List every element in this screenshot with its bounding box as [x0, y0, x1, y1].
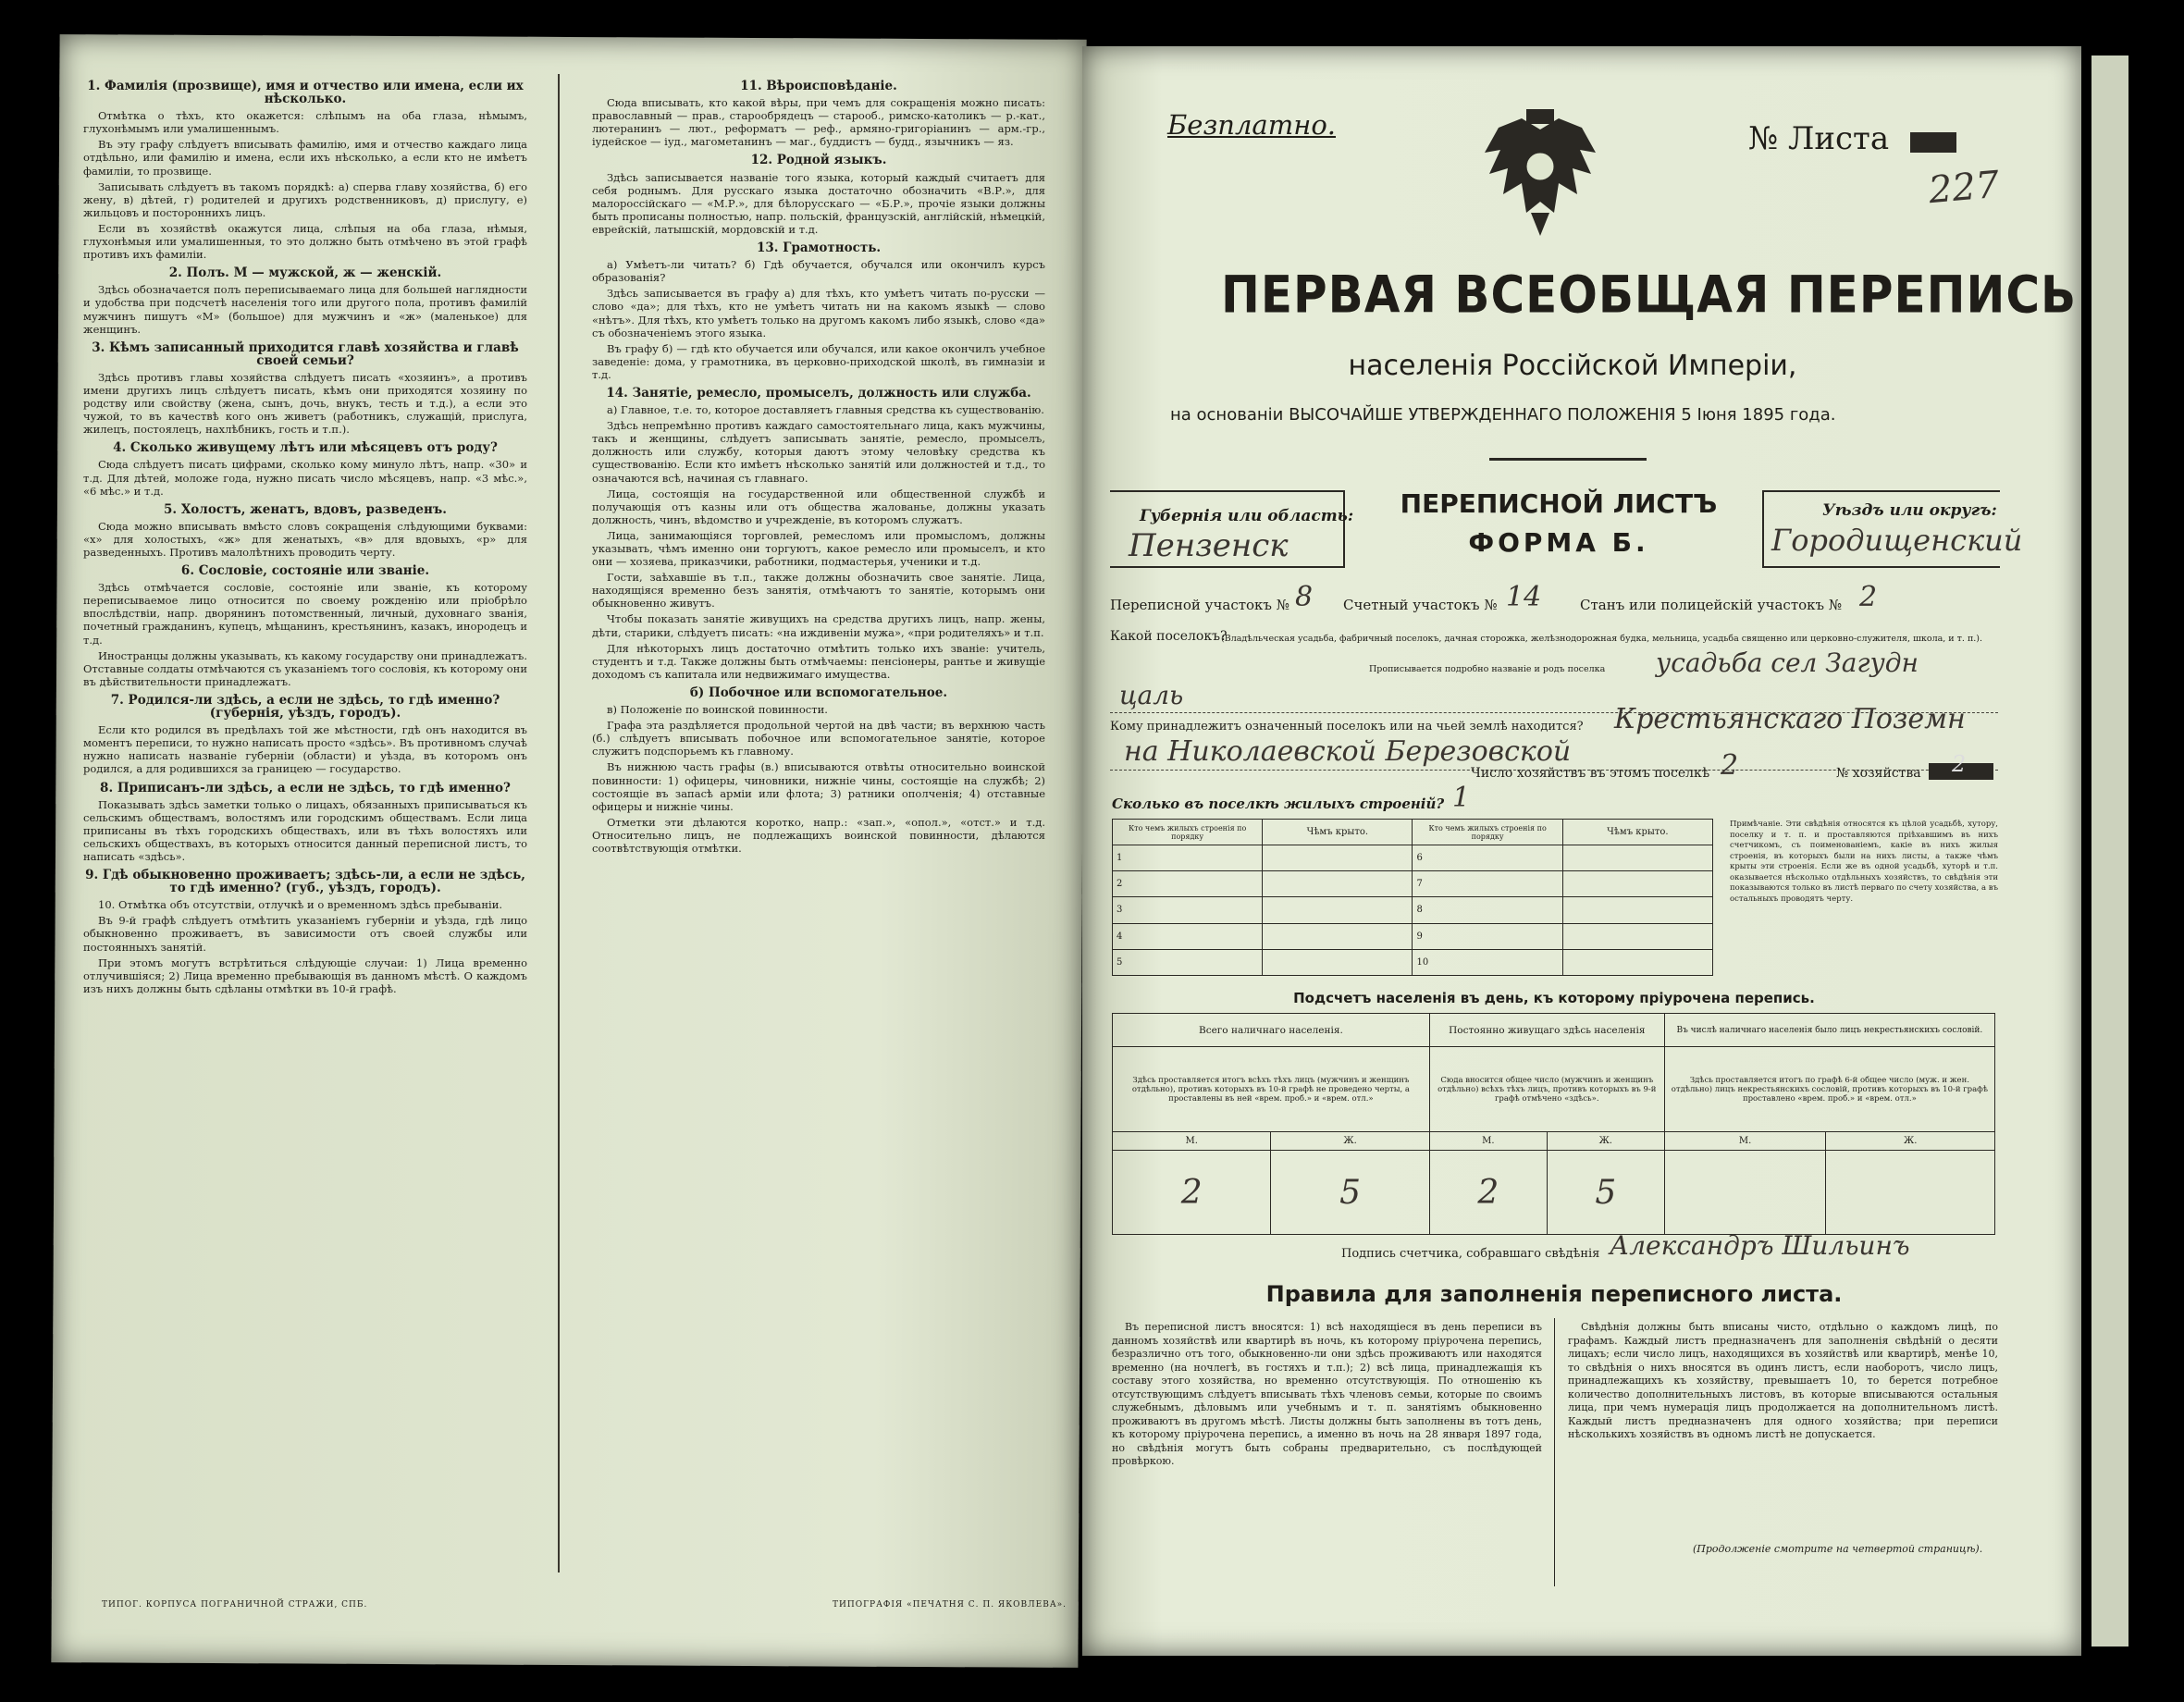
census-title: ПЕРВАЯ ВСЕОБЩАЯ ПЕРЕПИСЬ — [1221, 265, 2078, 325]
census-section-label: Переписной участокъ № — [1110, 597, 1289, 613]
rules-column-left: Въ переписной листъ вносятся: 1) всѣ находящіеся въ день переписи въ данномъ хозяйствѣ или квартирѣ въ ночь, къ которому пріурочена перепись, безразлично отъ того, обыкновенно-ли они здѣсь проживаютъ или находятся временно (на ночлегѣ, въ гостяхъ и т.п.); 2) всѣ лица, принадлежащія къ составу этого хозяйства, но временно отсутствующія. По отношенію къ отсутствующимъ слѣдуетъ вписывать тѣхъ членовъ семьи, которые по своимъ служебнымъ, дѣловымъ или учебнымъ и т. п. занятіямъ обыкновенно проживаютъ въ другомъ мѣстѣ. Листы должны быть заполнены въ тотъ день, къ которому пріурочена перепись, а именно въ ночь на 28 января 1897 года, но свѣдѣнія могутъ быть собраны предварительно, съ послѣдующей провѣркою. — [1112, 1321, 1542, 1467]
dwell-row: 3 — [1113, 897, 1263, 923]
section-paragraph: Отметки эти дѣлаются коротко, напр.: «зап.», «опол.», «отст.» и т.д. Относительно лицъ, не подлежащихъ воинской повинности, дѣлаются соотвѣтствующія отмѣтки. — [592, 815, 1045, 855]
dwell-row: 1 — [1113, 845, 1263, 871]
police-section-label: Станъ или полицейскій участокъ № — [1580, 597, 1843, 613]
pop-header-total: Всего наличнаго населенія. — [1113, 1014, 1430, 1047]
dwell-cell — [1263, 923, 1413, 949]
title-rule — [1489, 458, 1647, 461]
district-value: Городищенский — [1771, 523, 2023, 558]
households-label: Число хозяйствъ въ этомъ поселкѣ — [1471, 766, 1710, 781]
imperial-eagle-emblem — [1480, 102, 1600, 240]
pop-col-male: М. — [1113, 1132, 1271, 1151]
section-heading: 7. Родился-ли здѣсь, а если не здѣсь, то гдѣ именно? (губернія, уѣздъ, городъ). — [110, 692, 500, 722]
dwell-cell — [1562, 871, 1712, 897]
section-paragraph: Графа эта раздѣляется продольной чертой на двѣ части; въ верхнюю часть (б.) слѣдуетъ вписывать побочное или вспомогательное занятіе, которое служитъ подспорьемъ къ главному. — [592, 719, 1045, 758]
decree-prefix: на основаніи — [1170, 405, 1284, 425]
free-label: Безплатно. — [1167, 109, 1337, 141]
section-paragraph: Для нѣкоторыхъ лицъ достаточно отмѣтить только ихъ званіе: учитель, студентъ и т.д. Также должны быть отмѣчаемы: пенсіонеры, рантье и живущіе доходомъ съ капитала или недвижимаго имущества. — [592, 641, 1045, 681]
pop-desc-nonpeasant: Здѣсь проставляется итогъ по графѣ 6-й общее число (муж. и жен. отдѣльно) лицъ некрестьянскихъ сословій, противъ которыхъ въ 10-й графѣ проставлено «врем. проб.» и «врем. отл.» — [1664, 1047, 1994, 1132]
form-subtitle: ФОРМА Б. — [1468, 527, 1649, 558]
dwell-row: 2 — [1113, 871, 1263, 897]
pop-nonpeasant-male — [1664, 1151, 1826, 1235]
owner-value: Крестьянскаго Поземн — [1614, 703, 1966, 735]
sheet-number-handwritten: 227 — [1927, 163, 2002, 213]
owner-label: Кому принадлежитъ означенный поселокъ или на чьей землѣ находится? — [1110, 720, 1584, 734]
section-paragraph: Въ графу б) — гдѣ кто обучается или обучался, или какое окончилъ учебное заведеніе: дома, у грамотника, въ церковно-приходской школѣ, въ гимназіи и т.д. — [592, 341, 1045, 381]
column-divider — [558, 74, 560, 1572]
province-value: Пензенск — [1129, 527, 1289, 564]
instructions-column-right — [592, 74, 1045, 1591]
section-paragraph: Лица, состоящія на государственной или общественной службѣ и получающія отъ казны или отъ общества жалованье, должны указать должность, чинъ, вѣдомство и учрежденіе, въ которомъ служатъ. — [592, 487, 1045, 526]
printer-footer-left: ТИПОГ. КОРПУСА ПОГРАНИЧНОЙ СТРАЖИ, СПБ. — [102, 1600, 368, 1610]
dwell-cell — [1562, 949, 1712, 975]
section-paragraph: Показывать здѣсь заметки только о лицахъ, обязанныхъ приписываться къ сельскимъ обществамъ, волостямъ или городскимъ обществамъ. Если лица приписаны въ тѣхъ городскихъ обществахъ, или въ тѣхъ волостяхъ или сельскихъ обществахъ, въ которыхъ относится данный переписной листъ, то написать «здѣсь». — [83, 797, 527, 863]
dwell-row: 9 — [1413, 923, 1562, 949]
section-heading: 2. Полъ. М — мужской, ж — женскій. — [168, 265, 442, 281]
dwell-col-4: Чѣмъ крыто. — [1562, 820, 1712, 845]
settlement-value-2: цаль — [1119, 680, 1184, 710]
rules-column-right: Свѣдѣнія должны быть вписаны чисто, отдѣльно о каждомъ лицѣ, по графамъ. Каждый листъ предназначенъ для заполненія свѣдѣній о десяти лицахъ; если число лицъ, находящихся въ хозяйствѣ или квартирѣ, менѣе 10, то свѣдѣнія о нихъ вносятся въ одинъ листъ, если наоборотъ, число лицъ, принадлежащихъ къ хозяйству, превышаетъ 10, то берется потребное количество дополнительныхъ листовъ, въ которые вписываются остальныя лица, при чемъ нумерація лицъ продолжается на дополнительномъ листѣ. Каждый листъ предназначенъ для одного хозяйства; при переписи нѣсколькихъ хозяйствъ въ одномъ листѣ не допускается. — [1568, 1321, 1998, 1440]
census-subtitle: населенія Россійской Имперіи, — [1348, 350, 1797, 382]
pop-desc-permanent: Сюда вносится общее число (мужчинъ и женщинъ отдѣльно) всѣхъ тѣхъ лицъ, противъ которыхъ въ 9-й графѣ отмѣчено «здѣсь». — [1429, 1047, 1664, 1132]
section-paragraph: Если въ хозяйствѣ окажутся лица, слѣпыя на оба глаза, нѣмыя, глухонѣмыя или умалишенныя, то это должно быть отмѣчено въ этой графѣ противъ ихъ фамиліи. — [83, 221, 527, 262]
section-paragraph: Сюда вписывать, кто какой вѣры, при чемъ для сокращенія можно писать: православный — прав., старообрядецъ — старооб., римско-католикъ — р.-кат., лютеранинъ — лют., реформатъ — реф., армяно-григоріанинъ — арм.-гр., іудейское — іуд., магометанинъ — маг., буддистъ — будд., язычникъ — яз. — [592, 96, 1045, 149]
population-heading: Подсчетъ населенія въ день, къ которому пріурочена перепись. — [1293, 990, 1815, 1006]
rules-heading: Правила для заполненія переписного листа. — [1265, 1281, 1843, 1307]
pop-nonpeasant-female — [1826, 1151, 1995, 1235]
signature-value: Александръ Шильинъ — [1610, 1230, 1910, 1261]
households-value: 2 — [1721, 749, 1739, 782]
section-heading: 11. Вѣроисповѣданіе. — [740, 79, 897, 93]
dwell-cell — [1263, 871, 1413, 897]
pop-total-female: 5 — [1271, 1151, 1429, 1235]
section-paragraph: в) Положеніе по воинской повинности. — [607, 703, 828, 717]
section-paragraph: Въ эту графу слѣдуетъ вписывать фамилію, имя и отчество каждаго лица отдѣльно, или фамилію и имена, если ихъ нѣсколько, а если кто не имѣетъ фамиліи, то прозвище. — [83, 138, 527, 178]
owner-value-2: на Николаевской Березовской — [1124, 735, 1572, 768]
section-paragraph: а) Главное, т.е. то, которое доставляетъ главныя средства къ существованію. — [607, 403, 1044, 417]
section-paragraph: Сюда можно вписывать вмѣсто словъ сокращенія слѣдующими буквами: «х» для холостыхъ, «ж» для женатыхъ, «в» для вдовыхъ, «р» для разведенныхъ. Противъ малолѣтнихъ проводить черту. — [83, 519, 527, 559]
pop-permanent-female: 5 — [1547, 1151, 1664, 1235]
dwell-row: 8 — [1413, 897, 1562, 923]
dwell-row: 7 — [1413, 871, 1562, 897]
population-table — [1112, 1013, 1995, 1235]
section-paragraph: Иностранцы должны указывать, къ какому государству они принадлежатъ. Отставные солдаты отмѣчаются съ указаніемъ того сословія, къ которому они въ дѣйствительности принадлежатъ. — [83, 648, 527, 688]
rules-continued: (Продолженіе смотрите на четвертой страницѣ). — [1693, 1543, 1983, 1555]
instructions-column-left — [83, 74, 527, 1591]
section-paragraph: Здѣсь обозначается полъ переписываемаго лица для большей наглядности и удобства при подсчетѣ населенія того или другого пола, противъ фамилій мужчинъ пишутъ «М» (большое) для мужчинъ и «ж» (маленькое) для женщинъ. — [83, 283, 527, 336]
section-paragraph: Здѣсь непремѣнно противъ каждаго самостоятельнаго лица, какъ мужчины, такъ и женщины, слѣдуетъ записывать занятіе, ремесло, промыселъ, должность или службу, которыя даютъ этому человѣку средства къ существованію. Если кто имѣетъ нѣсколько занятій или должностей и т.д., то означаются всѣ, начиная съ главнаго. — [592, 419, 1045, 485]
pop-col-female: Ж. — [1271, 1132, 1429, 1151]
dwell-row: 4 — [1113, 923, 1263, 949]
section-heading: 12. Родной языкъ. — [750, 153, 887, 168]
pop-permanent-male: 2 — [1429, 1151, 1547, 1235]
dwellings-value: 1 — [1452, 782, 1471, 814]
pop-col-male: М. — [1664, 1132, 1826, 1151]
dwellings-note: Примѣчаніе. Эти свѣдѣнія относятся къ цѣлой усадьбѣ, хутору, поселку и т. п. и проставляются пріѣхавшимъ въ нихъ счетчикомъ, съ поименованіемъ, какіе въ нихъ жилыя строенія, въ которыхъ были на нихъ листы, а также чѣмъ крыты эти строенія. Если же въ одной усадьбѣ, хуторѣ и т.п. оказывается нѣсколько отдѣльныхъ хозяйствъ, то свѣдѣнія эти показываются только въ листѣ перваго по счету хозяйства, а въ остальныхъ проводятъ черту. — [1730, 820, 1998, 904]
decree-text: ВЫСОЧАЙШЕ УТВЕРЖДЕННАГО ПОЛОЖЕНІЯ 5 Іюня 1895 года. — [1289, 405, 1836, 425]
counter-section-value: 14 — [1506, 581, 1542, 613]
section-paragraph: Здѣсь отмѣчается сословіе, состояніе или званіе, къ которому переписываемое лицо относится по своему рожденію или пріобрѣло впослѣдствіи, напр. дворянинъ потомственный, личный, духовнаго званія, почетный гражданинъ, купецъ, мѣщанинъ, крестьянинъ, казакъ, инородецъ и т.д. — [83, 581, 527, 647]
dwell-cell — [1562, 923, 1712, 949]
section-heading: 14. Занятіе, ремесло, промыселъ, должность или служба. — [606, 385, 1031, 401]
section-paragraph: Въ нижнюю часть графы (в.) вписываются отвѣты относительно воинской повинности: 1) офицеры, чиновники, нижніе чины, состоящіе на службѣ; 2) состоящіе въ запасѣ арміи или флота; 3) ратники ополченія; 4) отставные офицеры и нижніе чины. — [592, 760, 1045, 813]
dwell-col-3: Кто чемъ жилыхъ строенія по порядку — [1413, 820, 1562, 845]
dwell-row: 6 — [1413, 845, 1562, 871]
section-heading: 8. Приписанъ-ли здѣсь, а если не здѣсь, то гдѣ именно? — [100, 780, 511, 796]
section-heading: 13. Грамотность. — [756, 240, 882, 256]
sheet-number-label: № Листа — [1748, 120, 1890, 157]
pop-col-male: М. — [1429, 1132, 1547, 1151]
dwell-row: 10 — [1413, 949, 1562, 975]
dwell-cell — [1263, 897, 1413, 923]
pop-total-male: 2 — [1113, 1151, 1271, 1235]
settlement-label: Какой поселокъ? — [1110, 629, 1228, 644]
dwell-cell — [1263, 949, 1413, 975]
section-heading: б) Побочное или вспомогательное. — [689, 684, 948, 700]
section-paragraph: Сюда слѣдуетъ писать цифрами, сколько кому минуло лѣтъ, напр. «30» и т.д. Для дѣтей, моложе года, нужно писать число мѣсяцевъ, напр. «3 мѣс.», «6 мѣс.» и т.д. — [83, 458, 527, 498]
section-heading: 3. Кѣмъ записанный приходится главѣ хозяйства и главѣ своей семьи? — [92, 339, 519, 368]
sheet-number-redaction — [1910, 132, 1956, 153]
section-paragraph: Отмѣтка о тѣхъ, кто окажется: слѣпымъ на оба глаза, нѣмымъ, глухонѣмымъ или умалишеннымъ. — [83, 109, 527, 136]
settlement-hint: (Владѣльческая усадьба, фабричный поселокъ, дачная сторожка, желѣзнодорожная будка, мельница, усадьба священно или церковно-служителя, школа, и т. п.). — [1221, 634, 1983, 644]
dwellings-table — [1112, 819, 1713, 976]
printer-footer-right: ТИПОГРАФІЯ «ПЕЧАТНЯ С. П. ЯКОВЛЕВА». — [833, 1600, 1067, 1610]
census-decree-line — [1170, 405, 1836, 425]
pop-col-female: Ж. — [1547, 1132, 1664, 1151]
police-section-value: 2 — [1859, 581, 1878, 613]
dwell-cell — [1263, 845, 1413, 871]
section-paragraph: Если кто родился въ предѣлахъ той же мѣстности, гдѣ онъ находится въ моментъ переписи, то нужно написать просто «здѣсь». Въ противномъ случаѣ нужно написать названіе губерніи (области) и уѣзда, въ которомъ онъ родился, а для родившихся за границею — государство. — [83, 723, 527, 776]
signature-label: Подпись счетчика, собравшаго свѣдѣнія — [1341, 1247, 1600, 1261]
section-heading: 4. Сколько живущему лѣтъ или мѣсяцевъ отъ роду? — [113, 440, 498, 456]
dwell-col-1: Кто чемъ жилыхъ строенія по порядку — [1113, 820, 1263, 845]
dwell-col-2: Чѣмъ крыто. — [1263, 820, 1413, 845]
section-heading: 6. Сословіе, состояніе или званіе. — [180, 563, 430, 579]
pop-col-female: Ж. — [1826, 1132, 1995, 1151]
household-number-label: № хозяйства — [1836, 766, 1921, 781]
section-paragraph: Здѣсь записывается въ графу а) для тѣхъ, кто умѣетъ читать по-русски — слово «да»; для тѣхъ, кто не умѣетъ читать ни на какомъ языкѣ — слово «нѣтъ». Для тѣхъ, кто умѣетъ только на другомъ какомъ либо языкѣ, слово «да» съ обозначеніемъ этого языка. — [592, 287, 1045, 339]
section-heading: 5. Холостъ, женатъ, вдовъ, разведенъ. — [164, 501, 447, 517]
section-paragraph: Здѣсь записывается названіе того языка, который каждый считаетъ для себя роднымъ. Для русскаго языка достаточно обозначить «В.Р.», для малороссійскаго — «М.Р.», для бѣлорусскаго — «Б.Р.», прочіе языки должны быть прописаны полностью, напр. польскій, французскій, англійскій, нѣмецкій, еврейскій, латышскій, мордовскій и т.д. — [592, 170, 1045, 236]
dwellings-label: Сколько въ поселкѣ жилыхъ строеній? — [1112, 796, 1445, 812]
district-label: Уѣздъ или округъ: — [1822, 501, 1997, 520]
pop-desc-total: Здѣсь проставляется итогъ всѣхъ тѣхъ лицъ (мужчинъ и женщинъ отдѣльно), противъ которыхъ въ 10-й графѣ не проведено черты, а проставлены въ ней «врем. проб.» и «врем. отл.» — [1113, 1047, 1430, 1132]
section-heading: 9. Гдѣ обыкновенно проживаетъ; здѣсь-ли, а если не здѣсь, то гдѣ именно? (губ., уѣздъ, городъ). — [85, 868, 525, 896]
settlement-hint-2: Прописывается подробно названіе и родъ поселка — [1369, 664, 1606, 674]
section-paragraph: 10. Отмѣтка объ отсутствіи, отлучкѣ и о временномъ здѣсь пребываніи. — [98, 898, 503, 912]
pop-header-nonpeasant: Въ числѣ наличнаго населенія было лицъ некрестьянскихъ сословій. — [1664, 1014, 1994, 1047]
section-paragraph: Чтобы показать занятіе живущихъ на средства другихъ лицъ, напр. жены, дѣти, старики, слѣдуетъ писать: «на иждивеніи мужа», «при родителяхъ» и т.п. — [592, 612, 1045, 639]
section-paragraph: Лица, занимающіяся торговлей, ремесломъ или промысломъ, должны указывать, чѣмъ именно они торгуютъ, какое ремесло или промыселъ, и кто они — хозяева, приказчики, работники, подмастерья, ученики и т.д. — [592, 528, 1045, 569]
census-section-value: 8 — [1295, 581, 1314, 613]
section-heading: 1. Фамилія (прозвище), имя и отчество или имена, если их нѣсколько. — [87, 79, 524, 107]
section-paragraph: При этомъ могутъ встрѣтиться слѣдующіе случаи: 1) Лица временно отлучившіяся; 2) Лица временно пребывающія въ данномъ мѣстѣ. О каждомъ изъ нихъ должны быть сдѣланы отмѣтки въ 10-й графѣ. — [83, 956, 527, 995]
section-paragraph: а) Умѣетъ-ли читать? б) Гдѣ обучается, обучался или окончилъ курсъ образованія? — [592, 258, 1045, 285]
pop-header-permanent: Постоянно живущаго здѣсь населенія — [1429, 1014, 1664, 1047]
section-paragraph: Въ 9-й графѣ слѣдуетъ отмѣтить указаніемъ губерніи и уѣзда, гдѣ лицо обыкновенно проживаетъ, въ зависимости отъ своей службы или постоянныхъ занятій. — [83, 914, 527, 954]
province-label: Губернія или область: — [1140, 507, 1354, 525]
dwell-cell — [1562, 845, 1712, 871]
dwell-cell — [1562, 897, 1712, 923]
rules-divider — [1554, 1318, 1555, 1586]
section-paragraph: Записывать слѣдуетъ въ такомъ порядкѣ: а) сперва главу хозяйства, б) его жену, в) дѣтей, г) родителей и другихъ родственниковъ, д) прислугу, е) жильцовъ и постороннихъ лицъ. — [83, 179, 527, 219]
page-edge — [2091, 56, 2128, 1646]
section-paragraph: Гости, заѣхавшіе въ т.п., также должны обозначить свое занятіе. Лица, находящіяся временно безъ занятія, отмѣчаютъ то занятіе, которымъ они обыкновенно живутъ. — [592, 571, 1045, 610]
section-paragraph: Здѣсь противъ главы хозяйства слѣдуетъ писать «хозяинъ», а противъ имени другихъ лицъ слѣдуетъ писать, кѣмъ они приходятся хозяину по родству или свойству (жена, сынъ, дочь, внукъ, тесть и т.д.), а если это чужой, то въ качествѣ кого онъ живетъ (работникъ, служащій, прислуга, жилецъ, постоялецъ, нахлѣбникъ, гость и т.п.). — [83, 370, 527, 437]
counter-section-label: Счетный участокъ № — [1343, 597, 1498, 613]
dwell-row: 5 — [1113, 949, 1263, 975]
form-title: ПЕРЕПИСНОЙ ЛИСТЪ — [1400, 488, 1718, 519]
household-number-value: 2 — [1952, 751, 1967, 777]
settlement-value: усадьба сел Загудн — [1656, 648, 1919, 678]
